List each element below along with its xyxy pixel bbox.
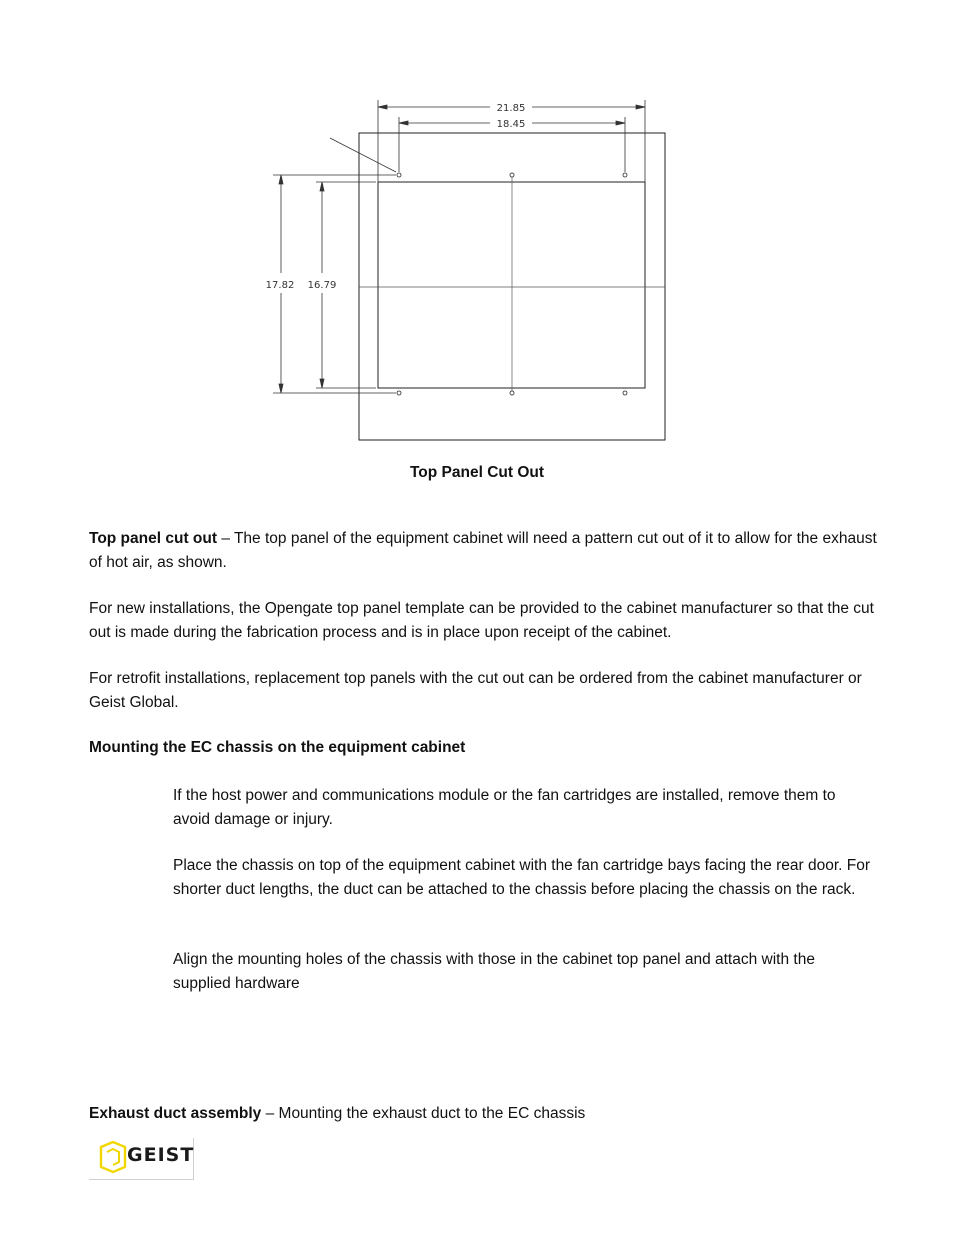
mounting-hole bbox=[623, 173, 627, 177]
term-top-panel-cut-out: Top panel cut out bbox=[89, 530, 218, 547]
dim-label-cutout-height: 16.79 bbox=[307, 280, 337, 291]
mounting-hole bbox=[397, 391, 401, 395]
top-panel-cutout-drawing bbox=[0, 0, 954, 460]
hole-leader-line bbox=[330, 138, 396, 172]
mounting-step: Align the mounting holes of the chassis with those in the cabinet top panel and attach with the supplied hardware bbox=[173, 951, 815, 992]
term-exhaust-duct-assembly: Exhaust duct assembly bbox=[89, 1105, 262, 1122]
paragraph-new-installations: For new installations, the Opengate top panel template can be provided to the cabinet manufacturer so that the cut out is made during the fabrication process and is in place upon receipt of the cabinet. bbox=[89, 600, 874, 641]
mounting-step: Place the chassis on top of the equipment cabinet with the fan cartridge bays facing the rear door. For shorter duct lengths, the duct can be attached to the chassis before placing the chassis on the rack. bbox=[173, 857, 871, 898]
text-top-panel-cut-out: – The top panel of the equipment cabinet will need a pattern cut out of it to allow for the exhaust of hot air, as shown. bbox=[89, 530, 877, 571]
geist-logo bbox=[89, 1138, 194, 1180]
mounting-hole bbox=[510, 173, 514, 177]
paragraph-exhaust-duct bbox=[89, 1102, 879, 1126]
dim-label-hole-spacing: 18.45 bbox=[496, 119, 526, 130]
paragraph-retrofit-installations: For retrofit installations, replacement top panels with the cut out can be ordered from the cabinet manufacturer or Geist Global. bbox=[89, 670, 862, 711]
mounting-hole bbox=[623, 391, 627, 395]
cutout-rectangle bbox=[378, 182, 645, 388]
geist-logo-mark-icon bbox=[91, 1138, 131, 1179]
text-exhaust-duct: – Mounting the exhaust duct to the EC chassis bbox=[261, 1105, 586, 1122]
figure-caption: Top Panel Cut Out bbox=[409, 464, 545, 481]
mounting-hole bbox=[397, 173, 401, 177]
dim-label-overall-height: 17.82 bbox=[265, 280, 295, 291]
heading-mounting-chassis: Mounting the EC chassis on the equipment cabinet bbox=[89, 739, 466, 756]
geist-logo-text: GEIST bbox=[127, 1144, 195, 1166]
dim-label-overall-width: 21.85 bbox=[496, 103, 526, 114]
mounting-step: If the host power and communications module or the fan cartridges are installed, remove them to avoid damage or injury. bbox=[173, 787, 836, 828]
paragraph-top-panel-cut-out bbox=[89, 527, 879, 574]
mounting-hole bbox=[510, 391, 514, 395]
